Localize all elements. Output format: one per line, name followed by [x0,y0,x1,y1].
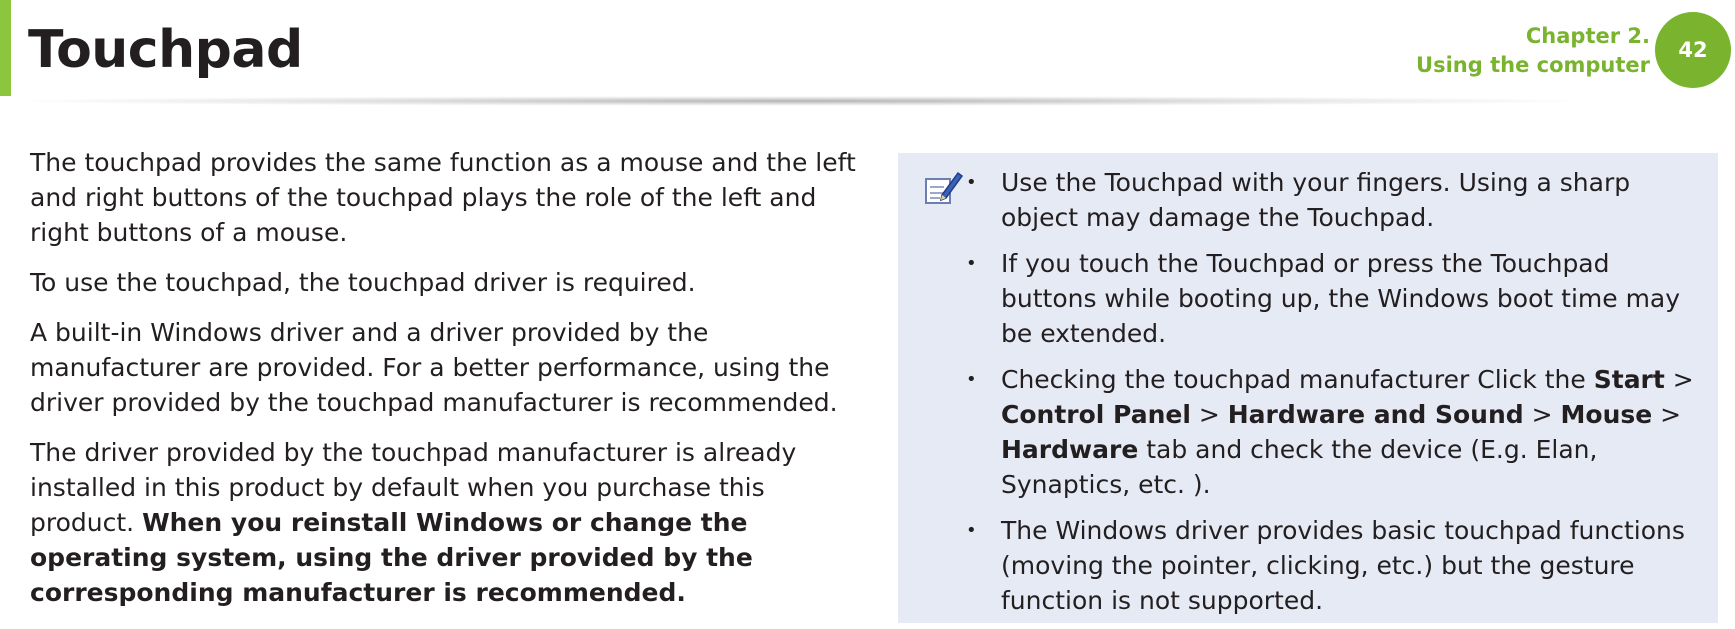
header-accent-bar [0,0,11,96]
menu-hardware-tab: Hardware [1001,435,1139,464]
menu-path-intro: Checking the touchpad manufacturer Click the [1001,365,1594,394]
bullet-icon: • [966,253,977,274]
menu-separator: > [1664,365,1694,394]
main-text-column [30,145,860,625]
note-item-text [1001,365,1694,499]
menu-separator: > [1652,400,1682,429]
note-item [958,362,1698,502]
note-item-text: If you touch the Touchpad or press the Touchpad buttons while booting up, the Windows boot time may be extended. [1001,249,1681,348]
paragraph-driver-required: To use the touchpad, the touchpad driver is required. [30,268,696,297]
chapter-number: Chapter 2. [1525,24,1650,48]
menu-hardware-and-sound: Hardware and Sound [1227,400,1524,429]
note-item [958,165,1698,235]
menu-separator: > [1523,400,1561,429]
header-divider [20,96,1580,106]
menu-control-panel: Control Panel [1001,400,1191,429]
note-item [958,513,1698,618]
page-number-badge: 42 [1655,12,1731,88]
note-box [898,153,1718,623]
paragraph-preinstalled [30,435,860,610]
page-title: Touchpad [28,20,303,80]
note-item [958,246,1698,351]
chapter-name: Using the computer [1416,53,1650,77]
note-item-text: Use the Touchpad with your fingers. Using a sharp object may damage the Touchpad. [1001,168,1631,232]
menu-start: Start [1593,365,1665,394]
paragraph-drivers-provided: A built-in Windows driver and a driver provided by the manufacturer are provided. For a better performance, using the driver provided by the touchpad manufacturer is recommended. [30,318,838,417]
note-list [958,165,1698,629]
menu-mouse: Mouse [1560,400,1653,429]
menu-path-tail: tab and check the device (E.g. Elan, Synaptics, etc. ). [1001,435,1598,499]
preinstalled-text: The driver provided by the touchpad manufacturer is already installed in this product by default when you purchase this product. [30,438,797,537]
note-item-text: The Windows driver provides basic touchpad functions (moving the pointer, clicking, etc.) but the gesture function is not supported. [1001,516,1685,615]
reinstall-recommendation: When you reinstall Windows or change the operating system, using the driver provided by the corresponding manufacturer is recommended. [30,508,753,607]
paragraph-intro: The touchpad provides the same function as a mouse and the left and right buttons of the touchpad plays the role of the left and right buttons of a mouse. [30,148,856,247]
menu-separator: > [1190,400,1228,429]
chapter-label [1416,22,1650,80]
bullet-icon: • [966,172,977,193]
bullet-icon: • [966,520,977,541]
bullet-icon: • [966,369,977,390]
